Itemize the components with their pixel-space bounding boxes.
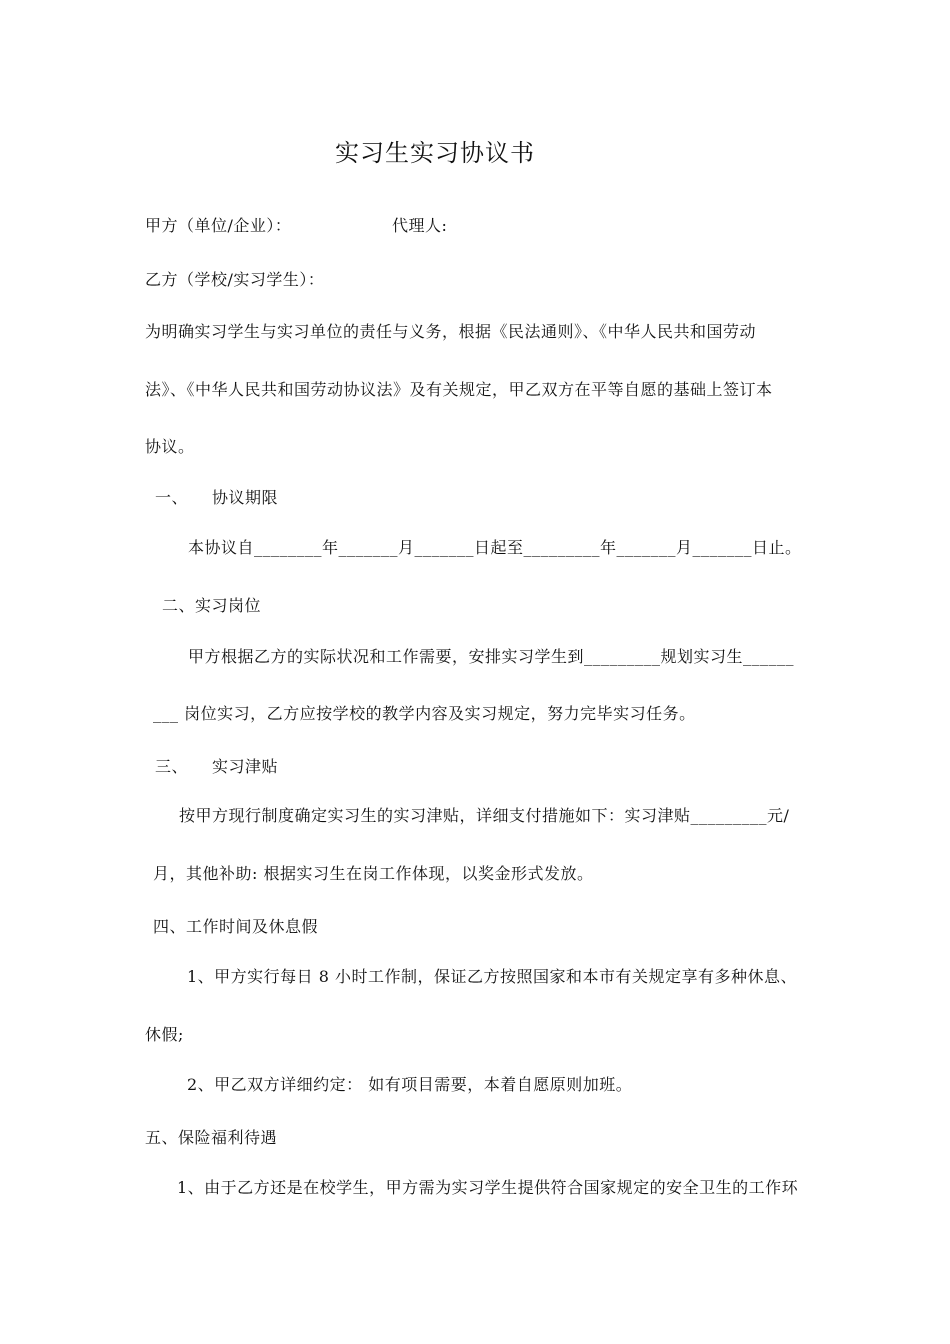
- section-1-number: 一、: [155, 488, 189, 507]
- section-4-item-2: 2、甲乙双方详细约定： 如有项目需要，本着自愿原则加班。: [187, 1075, 633, 1094]
- party-a-label: 甲方（单位/企业）：: [145, 216, 292, 235]
- section-2-heading: 二、实习岗位: [162, 596, 262, 615]
- preamble-line-3: 协议。: [145, 437, 195, 456]
- section-5-item-1-line-1: 1、由于乙方还是在校学生，甲方需为实习学生提供符合国家规定的安全卫生的工作环: [177, 1178, 799, 1197]
- section-3-line-1: 按甲方现行制度确定实习生的实习津贴，详细支付措施如下：实习津贴_________元/: [179, 806, 790, 825]
- section-4-item-1-line-2: 休假;: [145, 1025, 184, 1044]
- section-3-heading: 实习津贴: [212, 757, 279, 776]
- section-2-line-1: 甲方根据乙方的实际状况和工作需要，安排实习学生到_________规划实习生______: [188, 647, 795, 666]
- section-2-line-2: ___ 岗位实习，乙方应按学校的教学内容及实习规定，努力完毕实习任务。: [153, 704, 696, 723]
- section-3-number: 三、: [155, 757, 189, 776]
- preamble-line-1: 为明确实习学生与实习单位的责任与义务，根据《民法通则》、《中华人民共和国劳动: [145, 322, 757, 341]
- document-title: 实习生实习协议书: [335, 139, 535, 167]
- section-3-line-2: 月，其他补助: 根据实习生在岗工作体现，以奖金形式发放。: [153, 864, 594, 883]
- party-b-label: 乙方（学校/实习学生）：: [145, 270, 325, 289]
- section-4-heading: 四、工作时间及休息假: [153, 917, 319, 936]
- agent-label: 代理人:: [392, 216, 448, 235]
- section-5-heading: 五、保险福利待遇: [145, 1128, 278, 1147]
- section-4-item-1-line-1: 1、甲方实行每日 8 小时工作制，保证乙方按照国家和本市有关规定享有多种休息、: [187, 967, 798, 986]
- section-1-body: 本协议自________年_______月_______日起至_________年_______月_______日止。: [188, 538, 802, 557]
- preamble-line-2: 法》、《中华人民共和国劳动协议法》及有关规定，甲乙双方在平等自愿的基础上签订本: [145, 380, 773, 399]
- section-1-heading: 协议期限: [212, 488, 279, 507]
